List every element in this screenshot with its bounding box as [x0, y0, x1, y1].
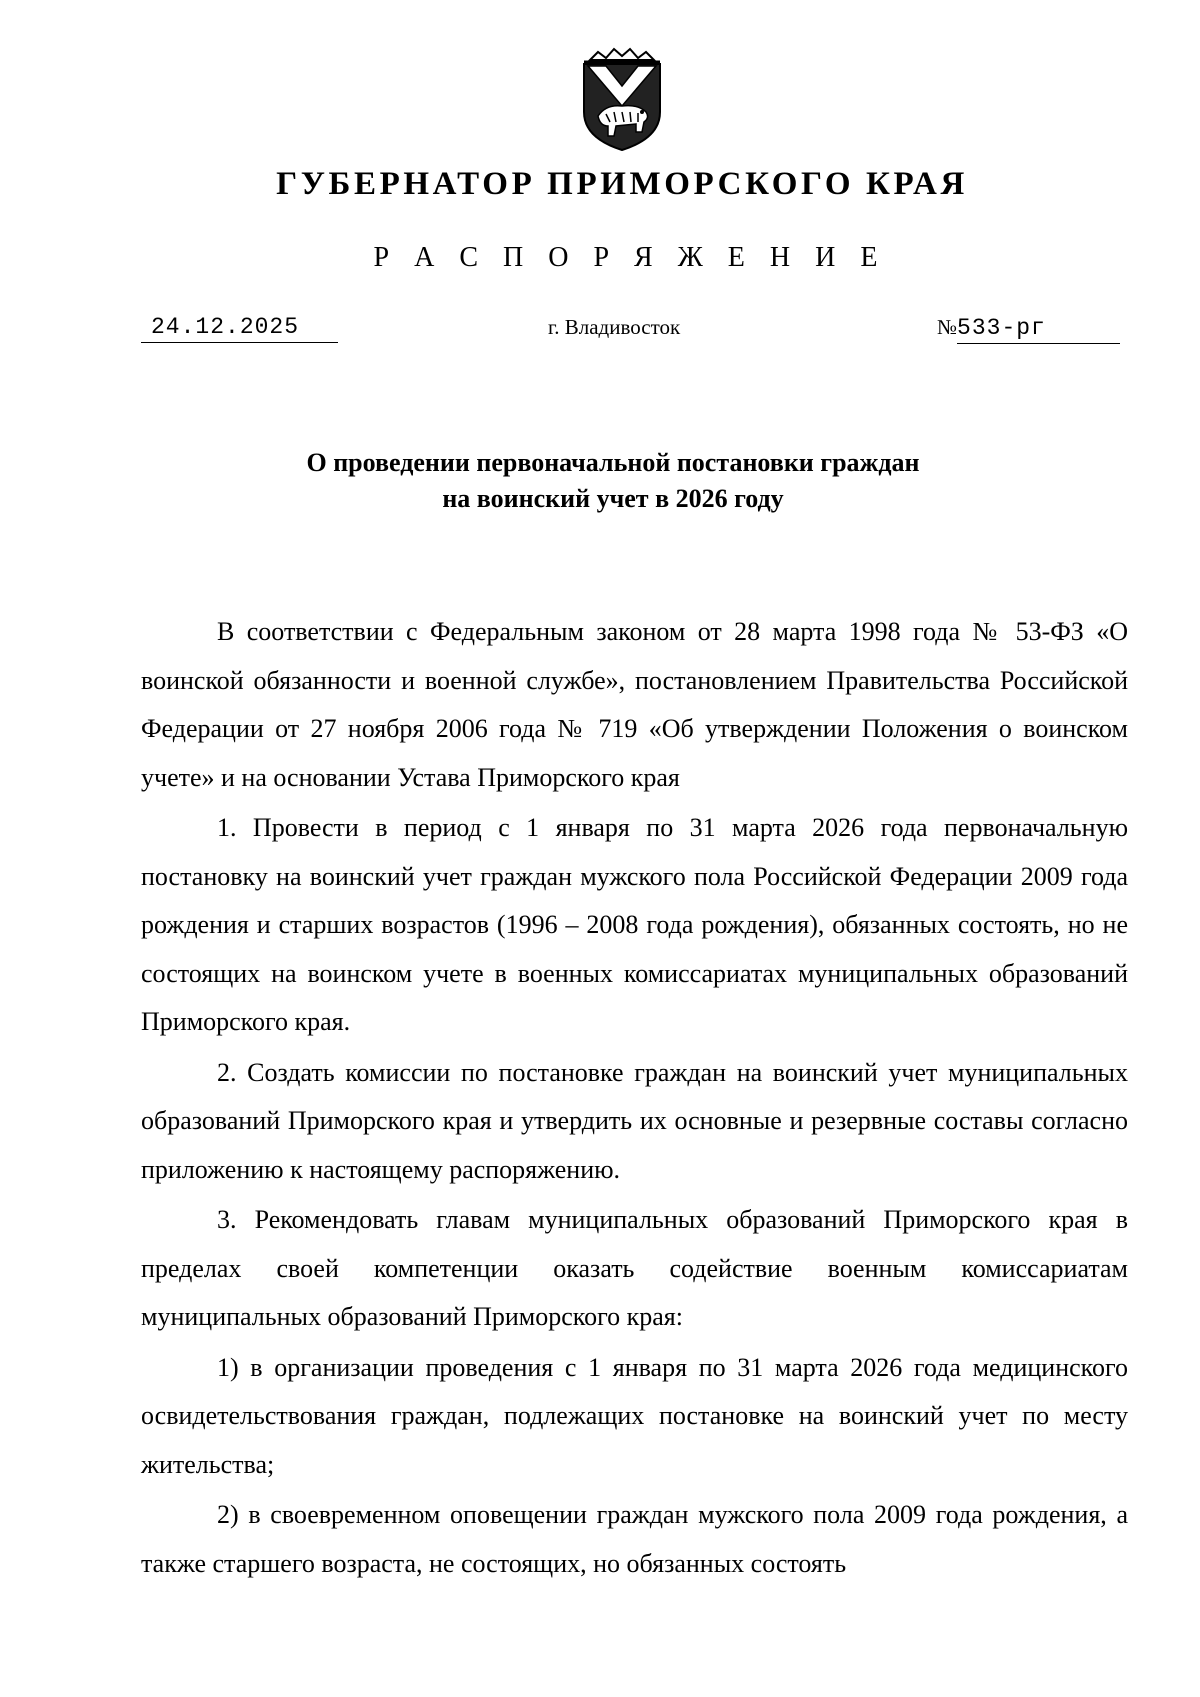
item-2-paragraph: 2. Создать комиссии по постановке граждан на воинский учет муниципальных образований Приморского края и утвердить их основные и резервные составы согласно приложению к настоящему распоряжению. — [141, 1057, 1128, 1184]
title-line-2: на воинский учет в 2026 году — [442, 484, 784, 513]
item-3-paragraph: 3. Рекомендовать главам муниципальных образований Приморского края в пределах своей компетенции оказать содействие военным комиссариатам муниципальных образований Приморского края: — [141, 1205, 1128, 1331]
preamble-paragraph: В соответствии с Федеральным законом от 28 марта 1998 года № 53-ФЗ «О воинской обязанности и военной службе», постановлением Правительства Российской Федерации от 27 ноября 2006 года № 719 «Об утверждении Положения о воинском учете» и на основании Устава Приморского края — [141, 617, 1128, 792]
title-line-1: О проведении первоначальной постановки граждан — [306, 448, 920, 477]
number-sign: № — [937, 315, 958, 339]
item-3-1-paragraph: 1) в организации проведения с 1 января по 31 марта 2026 года медицинского освидетельствования граждан, подлежащих постановке на воинский учет по месту жительства; — [141, 1352, 1128, 1479]
item-3-2-paragraph: 2) в своевременном оповещении граждан мужского пола 2009 года рождения, а также старшего возраста, не состоящих, но обязанных состоять — [141, 1500, 1128, 1578]
document-date: 24.12.2025 — [141, 312, 338, 343]
document-city: г. Владивосток — [548, 315, 681, 339]
document-body — [141, 608, 1128, 1590]
document-type: Р А С П О Р Я Ж Е Н И Е — [373, 242, 887, 273]
item-1-paragraph: 1. Провести в период с 1 января по 31 марта 2026 года первоначальную постановку на воинский учет граждан мужского пола Российской Федерации 2009 года рождения и старших возрастов (1996 – 2008 года рождения), обязанных состоять, но не состоящих на воинском учете в военных комиссариатах муниципальных образований Приморского края. — [141, 813, 1128, 1036]
document-number-field — [937, 312, 1127, 344]
issuing-authority: ГУБЕРНАТОР ПРИМОРСКОГО КРАЯ — [276, 166, 968, 202]
coat-of-arms-emblem — [576, 46, 668, 154]
document-number: 533-рг — [957, 313, 1120, 344]
document-title — [0, 445, 1200, 517]
